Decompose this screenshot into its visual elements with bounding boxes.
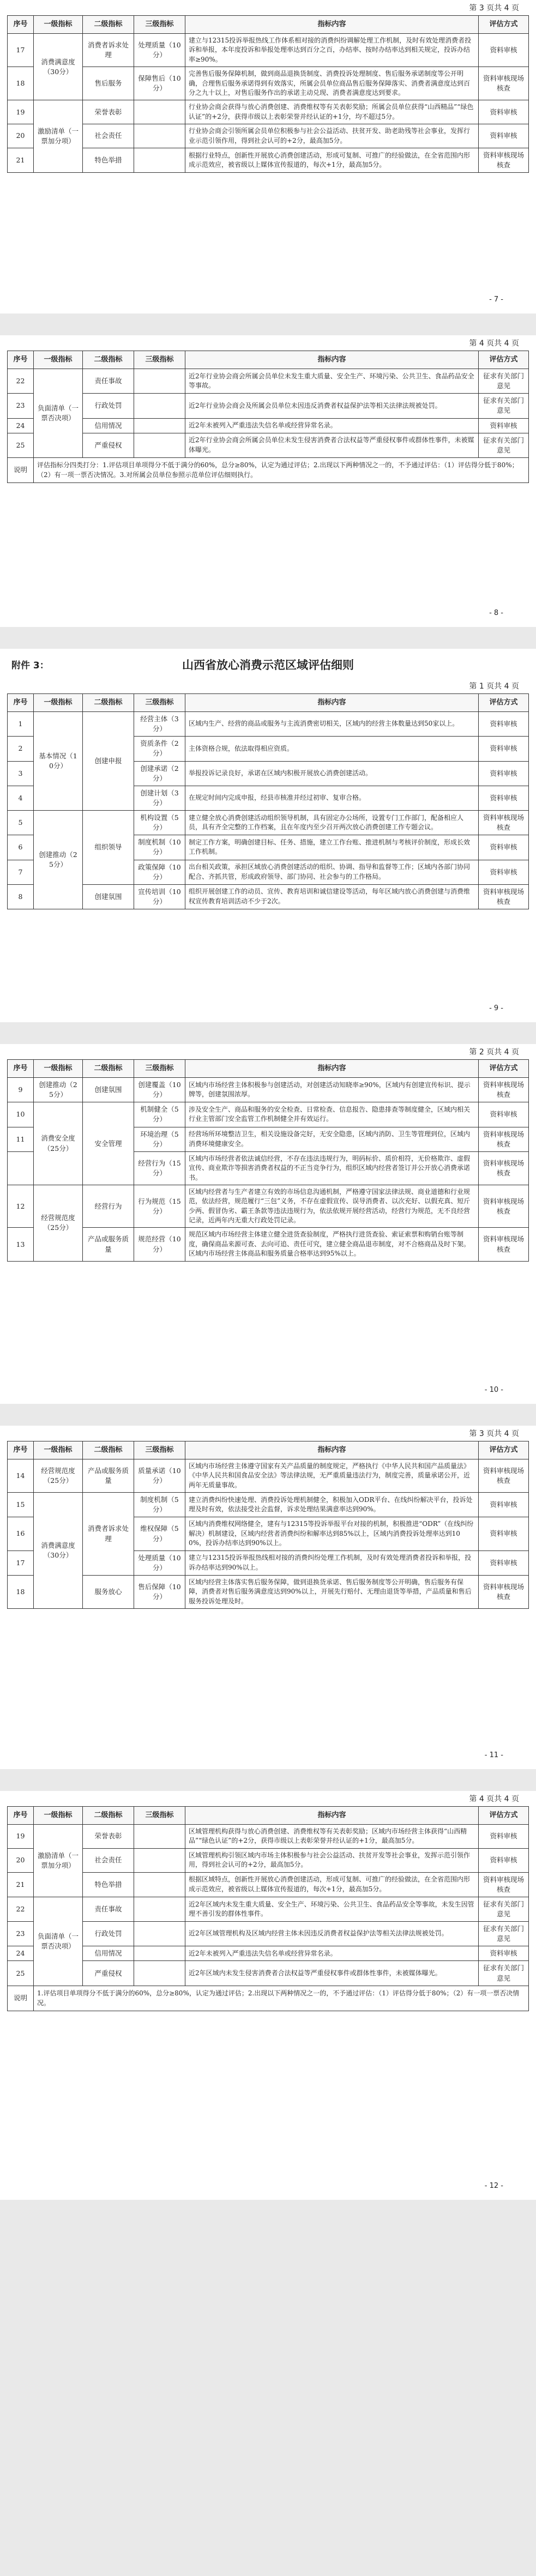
cell-serial: 15 <box>8 1493 34 1517</box>
cell-content: 近2年区域内未发生重大质量、安全生产、环境污染、公共卫生、食品药品安全等事故，未发生因管理不善引发的群体性事件。 <box>185 1897 479 1921</box>
page-body <box>0 1426 536 1609</box>
header-content: 指标内容 <box>185 16 479 34</box>
cell-level3: 售后保障（10分） <box>134 1575 185 1608</box>
table-row <box>8 1872 529 1897</box>
header-level1: 一级指标 <box>34 694 83 712</box>
page-number-label: 第 2 页共 4 页 <box>469 1048 519 1057</box>
header-level2: 二级指标 <box>83 1060 134 1078</box>
cell-level1: 经营规范度（25分） <box>34 1459 83 1493</box>
cell-level2: 经营行为 <box>83 1185 134 1228</box>
cell-level2: 安全管理 <box>83 1102 134 1185</box>
cell-level3 <box>134 148 185 172</box>
cell-serial: 22 <box>8 369 34 394</box>
cell-serial: 25 <box>8 433 34 457</box>
cell-level3: 行为规范（15分） <box>134 1185 185 1228</box>
cell-content: 近2年区域管理机构及区域内经营主体未因违反消费者权益保护法等相关法律法规被处罚。 <box>185 1922 479 1946</box>
cell-serial: 22 <box>8 1897 34 1921</box>
criteria-table <box>7 351 529 483</box>
table-row <box>8 1848 529 1872</box>
cell-level3: 经营行为（15分） <box>134 1151 185 1185</box>
cell-serial: 7 <box>8 860 34 884</box>
cell-content: 行业协会商会引领所属会员单位积极参与社会公益活动、扶贫开发、助老助残等社会事业，发挥行业示范引领作用，得到社会认可的+2分，最高加5分。 <box>185 124 479 148</box>
header-content: 指标内容 <box>185 694 479 712</box>
cell-serial: 12 <box>8 1185 34 1228</box>
cell-level2: 严重侵权 <box>83 433 134 457</box>
header-level1: 一级指标 <box>34 1441 83 1459</box>
cell-serial: 1 <box>8 712 34 737</box>
cell-level2: 信用情况 <box>83 418 134 433</box>
cell-level3 <box>134 433 185 457</box>
cell-serial: 2 <box>8 737 34 761</box>
cell-serial: 18 <box>8 1575 34 1608</box>
table-row <box>8 884 529 909</box>
cell-level3 <box>134 1825 185 1849</box>
header-level2: 二级指标 <box>83 16 134 34</box>
header-level3: 三级指标 <box>134 1807 185 1825</box>
cell-content: 根据区域特点，创新性开展放心消费创建活动，形成可复制、可推广的经验做法，在全省范围内形成示范效应，被省级以上媒体宣传报道的，每次+1分，最高加5分。 <box>185 1872 479 1897</box>
table-row <box>8 100 529 124</box>
cell-method: 资料审核现场核查 <box>479 148 529 172</box>
note-text: 评估指标分四类打分：1.评估项目单项得分不低于满分的60%，总分≥80%，认定为通过评估；2.出现以下两种情况之一的，不予通过评估：（1）评估得分低于80%；（2）有一项一票否决情况。3.对所属会员单位参照示范单位评估细则执行。 <box>34 457 529 482</box>
cell-level3: 处理质量（10分） <box>134 34 185 67</box>
cell-level2: 信用情况 <box>83 1946 134 1961</box>
header-content: 指标内容 <box>185 351 479 369</box>
table-header-row <box>8 16 529 34</box>
table-row <box>8 1922 529 1946</box>
cell-level2: 严重侵权 <box>83 1961 134 1986</box>
table-header-row <box>8 1441 529 1459</box>
header-level3: 三级指标 <box>134 16 185 34</box>
cell-method: 资料审核 <box>479 1946 529 1961</box>
cell-level2: 行政处罚 <box>83 394 134 418</box>
header-serial: 序号 <box>8 1807 34 1825</box>
cell-level3 <box>134 418 185 433</box>
cell-method: 资料审核现场核查 <box>479 1575 529 1608</box>
cell-level2: 社会责任 <box>83 124 134 148</box>
cell-level2: 创建氛围 <box>83 1078 134 1102</box>
table-row <box>8 148 529 172</box>
header-method: 评估方式 <box>479 16 529 34</box>
cell-method: 征求有关部门意见 <box>479 394 529 418</box>
cell-level3 <box>134 1897 185 1921</box>
cell-method: 资料审核 <box>479 860 529 884</box>
document-page <box>0 1044 536 1404</box>
cell-serial: 17 <box>8 34 34 67</box>
document-page <box>0 0 536 313</box>
table-header-row <box>8 1807 529 1825</box>
cell-level1: 消费满意度（30分） <box>34 34 83 100</box>
table-row <box>8 1946 529 1961</box>
cell-content: 规范区域内市场经营主体建立健全进货查验制度，严格执行进货查验、索证索票和购销台账等制度，确保商品来源可查、去向可追、责任可究，建立健全商品退市制度，对不合格商品及时下架。区域内市场经营主体商品和服务质量合格率达到95%以上。 <box>185 1228 479 1261</box>
table-row <box>8 811 529 835</box>
cell-content: 主体资格合规，依法取得相应资质。 <box>185 737 479 761</box>
header-level3: 三级指标 <box>134 1060 185 1078</box>
cell-method: 资料审核现场核查 <box>479 1459 529 1493</box>
cell-level1: 消费满意度（30分） <box>34 1493 83 1609</box>
cell-serial: 4 <box>8 786 34 810</box>
cell-method: 资料审核现场核查 <box>479 811 529 835</box>
note-label: 说明 <box>8 1986 34 2011</box>
criteria-table <box>7 693 529 909</box>
cell-level3 <box>134 1922 185 1946</box>
table-header-row <box>8 1060 529 1078</box>
cell-method: 资料审核现场核查 <box>479 1228 529 1261</box>
cell-content: 在规定时间内完成申报，经县市核准并经过初审、复审合格。 <box>185 786 479 810</box>
header-method: 评估方式 <box>479 1441 529 1459</box>
cell-method: 征求有关部门意见 <box>479 369 529 394</box>
cell-level2: 消费者诉求处理 <box>83 34 134 67</box>
page-gap <box>0 1404 536 1426</box>
header-serial: 序号 <box>8 1441 34 1459</box>
cell-level3: 政策保障（10分） <box>134 860 185 884</box>
cell-serial: 18 <box>8 67 34 100</box>
cell-serial: 21 <box>8 1872 34 1897</box>
cell-level3: 制度机制（5分） <box>134 1493 185 1517</box>
page-number-label: 第 3 页共 4 页 <box>469 4 519 13</box>
cell-method: 资料审核 <box>479 1517 529 1551</box>
cell-level3 <box>134 1848 185 1872</box>
cell-method: 资料审核 <box>479 418 529 433</box>
cell-method: 资料审核现场核查 <box>479 1872 529 1897</box>
cell-content: 近2年行业协会商会所属会员单位未发生侵害消费者合法权益等严重侵权事件或群体性事件，未被媒体曝光。 <box>185 433 479 457</box>
page-body <box>0 335 536 483</box>
cell-content: 近2年未被列入严重违法失信名单或经营异常名录。 <box>185 1946 479 1961</box>
cell-content: 完善售后服务保障机制，做到商品退换货制度、消费投诉处理制度、售后服务承诺制度等公开明确，合理售后服务承诺得到有效落实，所属会员单位商品售后服务保障落实、消费者满意度达到百分之九十以上，对售后服务作出的承诺主动兑现、消费者满意度达到要求。 <box>185 67 479 100</box>
page-footer-number: - 9 - <box>489 1004 503 1012</box>
cell-method: 资料审核 <box>479 835 529 860</box>
cell-content: 建立与12315投诉举报热线相对接的消费纠纷处理工作机制，及时有效处理消费者投诉和举报，投诉办结率达到90%以上。 <box>185 1551 479 1575</box>
cell-method: 征求有关部门意见 <box>479 1961 529 1986</box>
cell-method: 征求有关部门意见 <box>479 433 529 457</box>
cell-serial: 9 <box>8 1078 34 1102</box>
cell-content: 根据行业特点，创新性开展放心消费创建活动，形成可复制、可推广的经验做法，在全省范围内形成示范效应，被省级以上媒体宣传报道的，每次+1分，最高加5分。 <box>185 148 479 172</box>
cell-content: 区域管理机构引领区域内市场主体积极参与社会公益活动、扶贫开发等社会事业，发挥示范引领作用，得到社会认可的+2分，最高加5分。 <box>185 1848 479 1872</box>
cell-level2: 特色举措 <box>83 148 134 172</box>
cell-content: 近2年区域内未发生侵害消费者合法权益等严重侵权事件或群体性事件，未被媒体曝光。 <box>185 1961 479 1986</box>
table-row <box>8 394 529 418</box>
cell-content: 经营场所环境整洁卫生，相关设施设备完好，无安全隐患，区域内消防、卫生等管理到位，区域内消费环境健康安全。 <box>185 1127 479 1151</box>
cell-serial: 11 <box>8 1127 34 1151</box>
cell-serial: 23 <box>8 1922 34 1946</box>
cell-level3 <box>134 1872 185 1897</box>
criteria-table <box>7 1441 529 1609</box>
document-title: 山西省放心消费示范区域评估细则 <box>182 658 354 672</box>
table-row <box>8 433 529 457</box>
table-row <box>8 1825 529 1849</box>
cell-level3: 资质条件（2分） <box>134 737 185 761</box>
criteria-table <box>7 15 529 173</box>
page-number-label: 第 3 页共 4 页 <box>469 1429 519 1438</box>
cell-method: 征求有关部门意见 <box>479 1922 529 1946</box>
cell-level2: 组织领导 <box>83 811 134 885</box>
cell-level3 <box>134 100 185 124</box>
cell-method: 资料审核现场核查 <box>479 884 529 909</box>
page-number-label: 第 1 页共 4 页 <box>469 682 519 691</box>
cell-level2: 售后服务 <box>83 67 134 100</box>
table-row <box>8 1185 529 1228</box>
cell-serial: 24 <box>8 418 34 433</box>
document-page <box>0 335 536 627</box>
cell-serial: 23 <box>8 394 34 418</box>
table-row <box>8 1897 529 1921</box>
table-header-row <box>8 694 529 712</box>
table-row <box>8 1078 529 1102</box>
cell-method: 资料审核 <box>479 1551 529 1575</box>
cell-level3: 维权保障（5分） <box>134 1517 185 1551</box>
page-body <box>0 649 536 909</box>
cell-serial: 20 <box>8 124 34 148</box>
cell-content: 建立健全放心消费创建活动组织领导机制，具有固定办公场所，设置专门工作部门，配备相应人员，具有齐全完整的工作档案，且在年度内至少召开两次放心消费创建工作专题会议。 <box>185 811 479 835</box>
cell-content: 区域内市场经营主体遵守国家有关产品质量的制度规定，严格执行《中华人民共和国产品质量法》《中华人民共和国食品安全法》等法律法规，无严重质量违法行为，制度完善，质量承诺公开，近两年无质量事故。 <box>185 1459 479 1493</box>
table-row <box>8 1493 529 1517</box>
cell-serial: 6 <box>8 835 34 860</box>
header-method: 评估方式 <box>479 1807 529 1825</box>
cell-level1: 负面清单（一票否决项） <box>34 1897 83 1986</box>
table-row <box>8 1459 529 1493</box>
cell-method: 资料审核 <box>479 786 529 810</box>
cell-method: 资料审核现场核查 <box>479 67 529 100</box>
cell-serial: 24 <box>8 1946 34 1961</box>
cell-level3: 处理质量（10分） <box>134 1551 185 1575</box>
cell-method: 资料审核 <box>479 124 529 148</box>
cell-method: 资料审核 <box>479 1102 529 1127</box>
cell-content: 涉及安全生产、商品和服务的安全检查、日常检查、信息报告、隐患排查等制度健全，区域内相关行业主管部门安全监管工作机制健全并有效运行。 <box>185 1102 479 1127</box>
criteria-table <box>7 1806 529 2011</box>
cell-level1: 创建推动（25分） <box>34 811 83 909</box>
cell-level2: 创建申报 <box>83 712 134 811</box>
header-level1: 一级指标 <box>34 16 83 34</box>
page-body <box>0 0 536 173</box>
cell-method: 资料审核 <box>479 761 529 786</box>
cell-content: 出台相关政策，承担区域放心消费创建活动的组织、协调、指导和监督等工作；区域内各部门协同配合、齐抓共管，形成政府领导、部门协同、社会参与的工作格局。 <box>185 860 479 884</box>
cell-serial: 21 <box>8 148 34 172</box>
cell-content: 区域内经营主体落实售后服务保障，做到退换货承诺、售后服务制度等公开明确，售后服务有保障，消费者对售后服务满意度达到90%以上，开展先行赔付、无理由退货等举措，产品质量和售后服务投诉处理及时。 <box>185 1575 479 1608</box>
page-footer-number: - 7 - <box>489 295 503 304</box>
header-method: 评估方式 <box>479 694 529 712</box>
cell-level1: 激励清单（一票加分项） <box>34 100 83 173</box>
table-row <box>8 1575 529 1608</box>
cell-level3: 经营主体（3分） <box>134 712 185 737</box>
annex-label: 附件 3： <box>11 660 49 671</box>
cell-serial <box>8 1151 34 1185</box>
page-number-label: 第 4 页共 4 页 <box>469 1795 519 1803</box>
cell-level2: 荣誉表彰 <box>83 100 134 124</box>
cell-serial: 25 <box>8 1961 34 1986</box>
annex-heading <box>7 649 529 678</box>
note-label: 说明 <box>8 457 34 482</box>
cell-level3: 宣传培训（10分） <box>134 884 185 909</box>
header-level3: 三级指标 <box>134 694 185 712</box>
cell-content: 建立消费纠纷快速处理、消费投诉处理机制健全，积极加入ODR平台、在线纠纷解决平台，投诉处理及时有效，依法接受社会监督，诉求处理结果满意率达到90%。 <box>185 1493 479 1517</box>
cell-serial: 19 <box>8 1825 34 1849</box>
cell-level3 <box>134 369 185 394</box>
cell-serial: 5 <box>8 811 34 835</box>
cell-serial: 14 <box>8 1459 34 1493</box>
header-content: 指标内容 <box>185 1441 479 1459</box>
table-row <box>8 124 529 148</box>
header-level2: 二级指标 <box>83 1807 134 1825</box>
header-serial: 序号 <box>8 694 34 712</box>
cell-serial: 13 <box>8 1228 34 1261</box>
cell-content: 近2年行业协会商会所属会员单位未发生重大质量、安全生产、环境污染、公共卫生、食品药品安全等事故。 <box>185 369 479 394</box>
table-row <box>8 369 529 394</box>
cell-content: 区域管理机构获得与放心消费创建、消费维权等有关表彰奖励；区域内市场经营主体获得“山西精品”“绿色认证”的+2分，获得市级以上表彰荣誉并经认证的+1分，最高加5分。 <box>185 1825 479 1849</box>
header-content: 指标内容 <box>185 1060 479 1078</box>
header-level2: 二级指标 <box>83 1441 134 1459</box>
cell-method: 资料审核 <box>479 1848 529 1872</box>
cell-level1: 负面清单（一票否决项） <box>34 369 83 458</box>
cell-level2: 产品或服务质量 <box>83 1459 134 1493</box>
cell-content: 区域内经营者与生产者建立有效的市场信息沟通机制，严格遵守国家法律法规、商业道德和行业规范，依法经营，规范履行“三包”义务，不存在虚假宣传、误导消费者、以次充好、以假充真、短斤少两、假冒伪劣、霸王条款等违法违规行为，依法依规开展经营活动，经营行为规范，无不良经营记录，近两年内无重大行政处罚记录。 <box>185 1185 479 1228</box>
page-footer-number: - 11 - <box>484 1751 503 1759</box>
table-row <box>8 34 529 67</box>
cell-content: 区域内消费维权网络健全，建有与12315等投诉举报平台对接的机制，积极推进“ODR”（在线纠纷解决）机制建设，区域内经营者消费纠纷和解率达到85%以上，区域内消费投诉处理率达到100%，投诉办结率达到90%以上。 <box>185 1517 479 1551</box>
cell-content: 行业协会商会获得与放心消费创建、消费维权等有关表彰奖励；所属会员单位获得“山西精品”“绿色认证”的+2分，获得市级以上表彰荣誉并经认证的+1分，均不超过5分。 <box>185 100 479 124</box>
cell-level3: 机制健全（5分） <box>134 1102 185 1127</box>
table-row <box>8 712 529 737</box>
cell-method: 资料审核现场核查 <box>479 1127 529 1151</box>
header-content: 指标内容 <box>185 1807 479 1825</box>
page-gap <box>0 1022 536 1044</box>
cell-method: 资料审核 <box>479 1825 529 1849</box>
cell-level3 <box>134 124 185 148</box>
cell-level3: 保障售后（10分） <box>134 67 185 100</box>
cell-serial: 20 <box>8 1848 34 1872</box>
cell-level3: 制度机制（10分） <box>134 835 185 860</box>
cell-method: 资料审核 <box>479 100 529 124</box>
cell-content: 区域内生产、经营的商品或服务与主流消费密切相关，区域内的经营主体数量达到50家以上。 <box>185 712 479 737</box>
cell-level3 <box>134 1961 185 1986</box>
cell-serial: 3 <box>8 761 34 786</box>
page-footer-number: - 8 - <box>489 609 503 617</box>
cell-level1: 激励清单（一票加分项） <box>34 1825 83 1897</box>
cell-serial: 8 <box>8 884 34 909</box>
cell-method: 资料审核 <box>479 1493 529 1517</box>
cell-level3: 机构设置（5分） <box>134 811 185 835</box>
cell-level1: 经营规范度（25分） <box>34 1185 83 1261</box>
header-level3: 三级指标 <box>134 351 185 369</box>
table-row <box>8 1102 529 1127</box>
cell-level2: 荣誉表彰 <box>83 1825 134 1849</box>
cell-method: 资料审核现场核查 <box>479 1078 529 1102</box>
cell-method: 资料审核 <box>479 34 529 67</box>
cell-content: 区域内市场经营主体积极参与创建活动，对创建活动知晓率≥90%，区域内有创建宣传标识、提示牌等，创建氛围浓厚。 <box>185 1078 479 1102</box>
cell-level3: 规范经营（10分） <box>134 1228 185 1261</box>
cell-level2: 消费者诉求处理 <box>83 1493 134 1576</box>
cell-level2: 创建氛围 <box>83 884 134 909</box>
criteria-table <box>7 1059 529 1262</box>
cell-content: 制定工作方案，明确创建目标、任务、措施，建立工作台账、推进机制与考核评价制度，形成长效工作机制。 <box>185 835 479 860</box>
header-level1: 一级指标 <box>34 1807 83 1825</box>
document-page <box>0 649 536 1022</box>
note-row <box>8 1986 529 2011</box>
cell-level2: 责任事故 <box>83 369 134 394</box>
cell-level2: 产品或服务质量 <box>83 1228 134 1261</box>
header-serial: 序号 <box>8 16 34 34</box>
header-level1: 一级指标 <box>34 351 83 369</box>
header-method: 评估方式 <box>479 1060 529 1078</box>
header-level2: 二级指标 <box>83 351 134 369</box>
table-row <box>8 1961 529 1986</box>
cell-level2: 社会责任 <box>83 1848 134 1872</box>
cell-method: 征求有关部门意见 <box>479 1897 529 1921</box>
page-footer-number: - 12 - <box>484 2182 503 2190</box>
cell-level2: 特色举措 <box>83 1872 134 1897</box>
header-level1: 一级指标 <box>34 1060 83 1078</box>
page-body <box>0 1791 536 2011</box>
cell-content: 近2年行业协会商会及所属会员单位未因违反消费者权益保护法等相关法律法规被处罚。 <box>185 394 479 418</box>
cell-serial: 17 <box>8 1551 34 1575</box>
header-level2: 二级指标 <box>83 694 134 712</box>
cell-method: 资料审核现场核查 <box>479 1151 529 1185</box>
cell-method: 资料审核 <box>479 712 529 737</box>
cell-level3: 质量承诺（10分） <box>134 1459 185 1493</box>
page-number-label: 第 4 页共 4 页 <box>469 339 519 348</box>
note-text: 1.评估项目单项得分不低于满分的60%，总分≥80%，认定为通过评估；2.出现以下两种情况之一的，不予通过评估：（1）评估得分低于80%；（2）有一项一票否决情况。 <box>34 1986 529 2011</box>
header-serial: 序号 <box>8 351 34 369</box>
cell-level2: 行政处罚 <box>83 1922 134 1946</box>
cell-level2: 责任事故 <box>83 1897 134 1921</box>
header-method: 评估方式 <box>479 351 529 369</box>
cell-level3 <box>134 394 185 418</box>
header-serial: 序号 <box>8 1060 34 1078</box>
header-level3: 三级指标 <box>134 1441 185 1459</box>
table-header-row <box>8 351 529 369</box>
cell-serial: 10 <box>8 1102 34 1127</box>
cell-level3: 创建承诺（2分） <box>134 761 185 786</box>
cell-level3: 创建计划（3分） <box>134 786 185 810</box>
page-body <box>0 1044 536 1262</box>
page-gap <box>0 1769 536 1791</box>
cell-level1: 消费安全度（25分） <box>34 1102 83 1185</box>
cell-level1: 基本情况（10分） <box>34 712 83 811</box>
cell-level3: 创建覆盖（10分） <box>134 1078 185 1102</box>
cell-method: 资料审核现场核查 <box>479 1185 529 1228</box>
cell-content: 建立与12315投诉举报热线工作体系相对接的消费纠纷调解处理工作机制，及时有效处理消费者投诉和举报，本年度投诉和举报处理率达到百分之百，办结率、按时办结率达到相关规定，投诉办结率≥90%。 <box>185 34 479 67</box>
cell-content: 组织开展创建工作的动员、宣传、教育培训和诚信建设等活动，每年区域内放心消费创建与消费维权宣传教育培训活动不少于2次。 <box>185 884 479 909</box>
table-row <box>8 1228 529 1261</box>
page-gap <box>0 313 536 335</box>
cell-level3 <box>134 1946 185 1961</box>
cell-level2: 服务放心 <box>83 1575 134 1608</box>
page-gap <box>0 627 536 649</box>
cell-level1: 创建推动（25分） <box>34 1078 83 1102</box>
cell-content: 近2年未被列入严重违法失信名单或经营异常名录。 <box>185 418 479 433</box>
table-row <box>8 418 529 433</box>
table-row <box>8 67 529 100</box>
cell-serial: 16 <box>8 1517 34 1551</box>
document-page <box>0 1791 536 2200</box>
cell-method: 资料审核 <box>479 737 529 761</box>
cell-level3: 环境治理（5分） <box>134 1127 185 1151</box>
cell-content: 举报投诉记录良好，承诺在区域内积极开展放心消费创建活动。 <box>185 761 479 786</box>
page-footer-number: - 10 - <box>484 1386 503 1394</box>
cell-content: 区域内市场经营者依法诚信经营，不存在违法违规行为，明码标价、质价相符，无价格欺诈、虚假宣传、商业欺诈等损害消费者权益的不正当竞争行为，组织区域内经营者签订并公开放心消费承诺书。 <box>185 1151 479 1185</box>
note-row <box>8 457 529 482</box>
cell-serial: 19 <box>8 100 34 124</box>
document-page <box>0 1426 536 1769</box>
